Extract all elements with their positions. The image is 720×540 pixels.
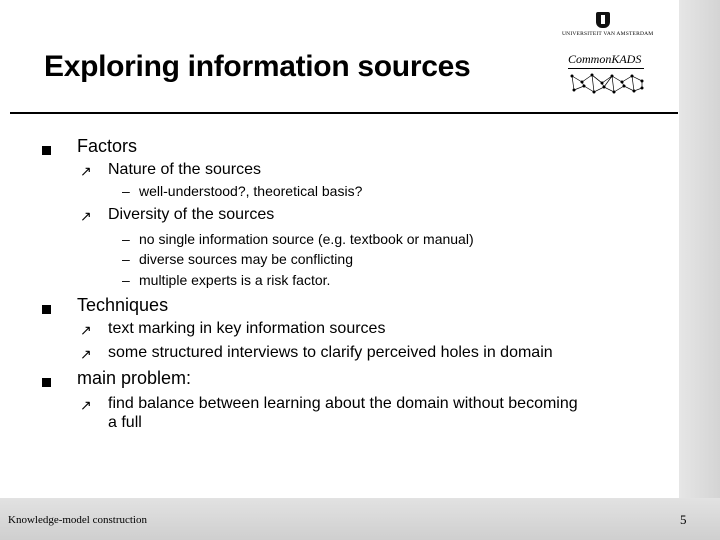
sub-bullet-nature: Nature of the sources [108,161,261,178]
arrow-bullet-icon: ↗ [80,397,92,413]
arrow-bullet-icon: ↗ [80,346,92,362]
sub-bullet-balance-line1: find balance between learning about the domain without becoming [108,395,578,412]
page-number: 5 [680,512,687,527]
title-rule [10,112,678,114]
right-shade-bar [679,0,720,540]
dash-bullet-icon: – [122,183,130,199]
square-bullet-icon [42,305,51,314]
sub-bullet-balance-line2: a full [108,414,142,431]
arrow-bullet-icon: ↗ [80,322,92,338]
dash-bullet-icon: – [122,251,130,267]
commonkads-text: CommonKADS [568,52,642,66]
university-logo [562,12,654,42]
square-bullet-icon [42,146,51,155]
footer-title: Knowledge-model construction [8,514,147,526]
dash-bullet-icon: – [122,231,130,247]
dash-item-single-source: no single information source (e.g. textbook or manual) [139,231,474,247]
sub-bullet-text-marking: text marking in key information sources [108,320,386,337]
dash-bullet-icon: – [122,272,130,288]
commonkads-logo [566,50,648,100]
arrow-bullet-icon: ↗ [80,208,92,224]
bullet-main-problem: main problem: [77,368,192,388]
dash-item-conflicting: diverse sources may be conflicting [139,251,353,267]
university-shield-icon [596,12,610,28]
dash-item-risk-factor: multiple experts is a risk factor. [139,272,331,288]
bullet-techniques: Techniques [77,295,169,315]
sub-bullet-interviews: some structured interviews to clarify perceived holes in domain [108,344,553,361]
arrow-bullet-icon: ↗ [80,163,92,179]
commonkads-underline [568,68,644,69]
sub-bullet-diversity: Diversity of the sources [108,206,275,223]
network-graph-icon [568,70,646,96]
university-name: UNIVERSITEIT VAN AMSTERDAM [562,31,654,37]
dash-item-well-understood: well-understood?, theoretical basis? [139,183,363,199]
slide-title: Exploring information sources [44,50,471,83]
square-bullet-icon [42,378,51,387]
bullet-factors: Factors [77,136,138,156]
